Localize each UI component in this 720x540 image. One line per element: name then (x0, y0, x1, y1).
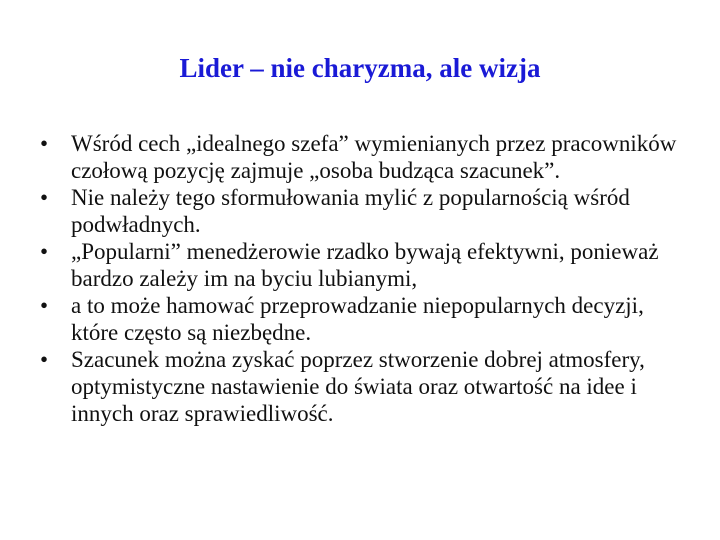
bullet-item (40, 346, 690, 427)
bullet-marker: • (40, 239, 49, 264)
bullet-text: Szacunek można zyskać poprzez stworzenie dobrej atmosfery, optymistyczne nastawienie do świata oraz otwartość na idee i innych oraz sprawiedliwość. (71, 347, 645, 426)
bullet-text: a to może hamować przeprowadzanie niepopularnych decyzji, które często są niezbędne. (71, 293, 644, 345)
bullet-marker: • (40, 347, 49, 372)
bullet-text: Wśród cech „idealnego szefa” wymienianych przez pracowników czołową pozycję zajmuje „osoba budząca szacunek”. (71, 131, 677, 183)
bullet-text: „Popularni” menedżerowie rzadko bywają efektywni, ponieważ bardzo zależy im na byciu lubianymi, (71, 239, 659, 291)
bullet-marker: • (40, 293, 49, 318)
bullet-marker: • (40, 131, 49, 156)
slide-title: Lider – nie charyzma, ale wizja (179, 53, 541, 83)
bullet-item (40, 130, 690, 184)
bullet-text: Nie należy tego sformułowania mylić z popularnością wśród podwładnych. (71, 185, 630, 237)
bullet-list (40, 130, 690, 427)
bullet-item (40, 238, 690, 292)
bullet-item (40, 292, 690, 346)
bullet-marker: • (40, 185, 49, 210)
bullet-item (40, 184, 690, 238)
